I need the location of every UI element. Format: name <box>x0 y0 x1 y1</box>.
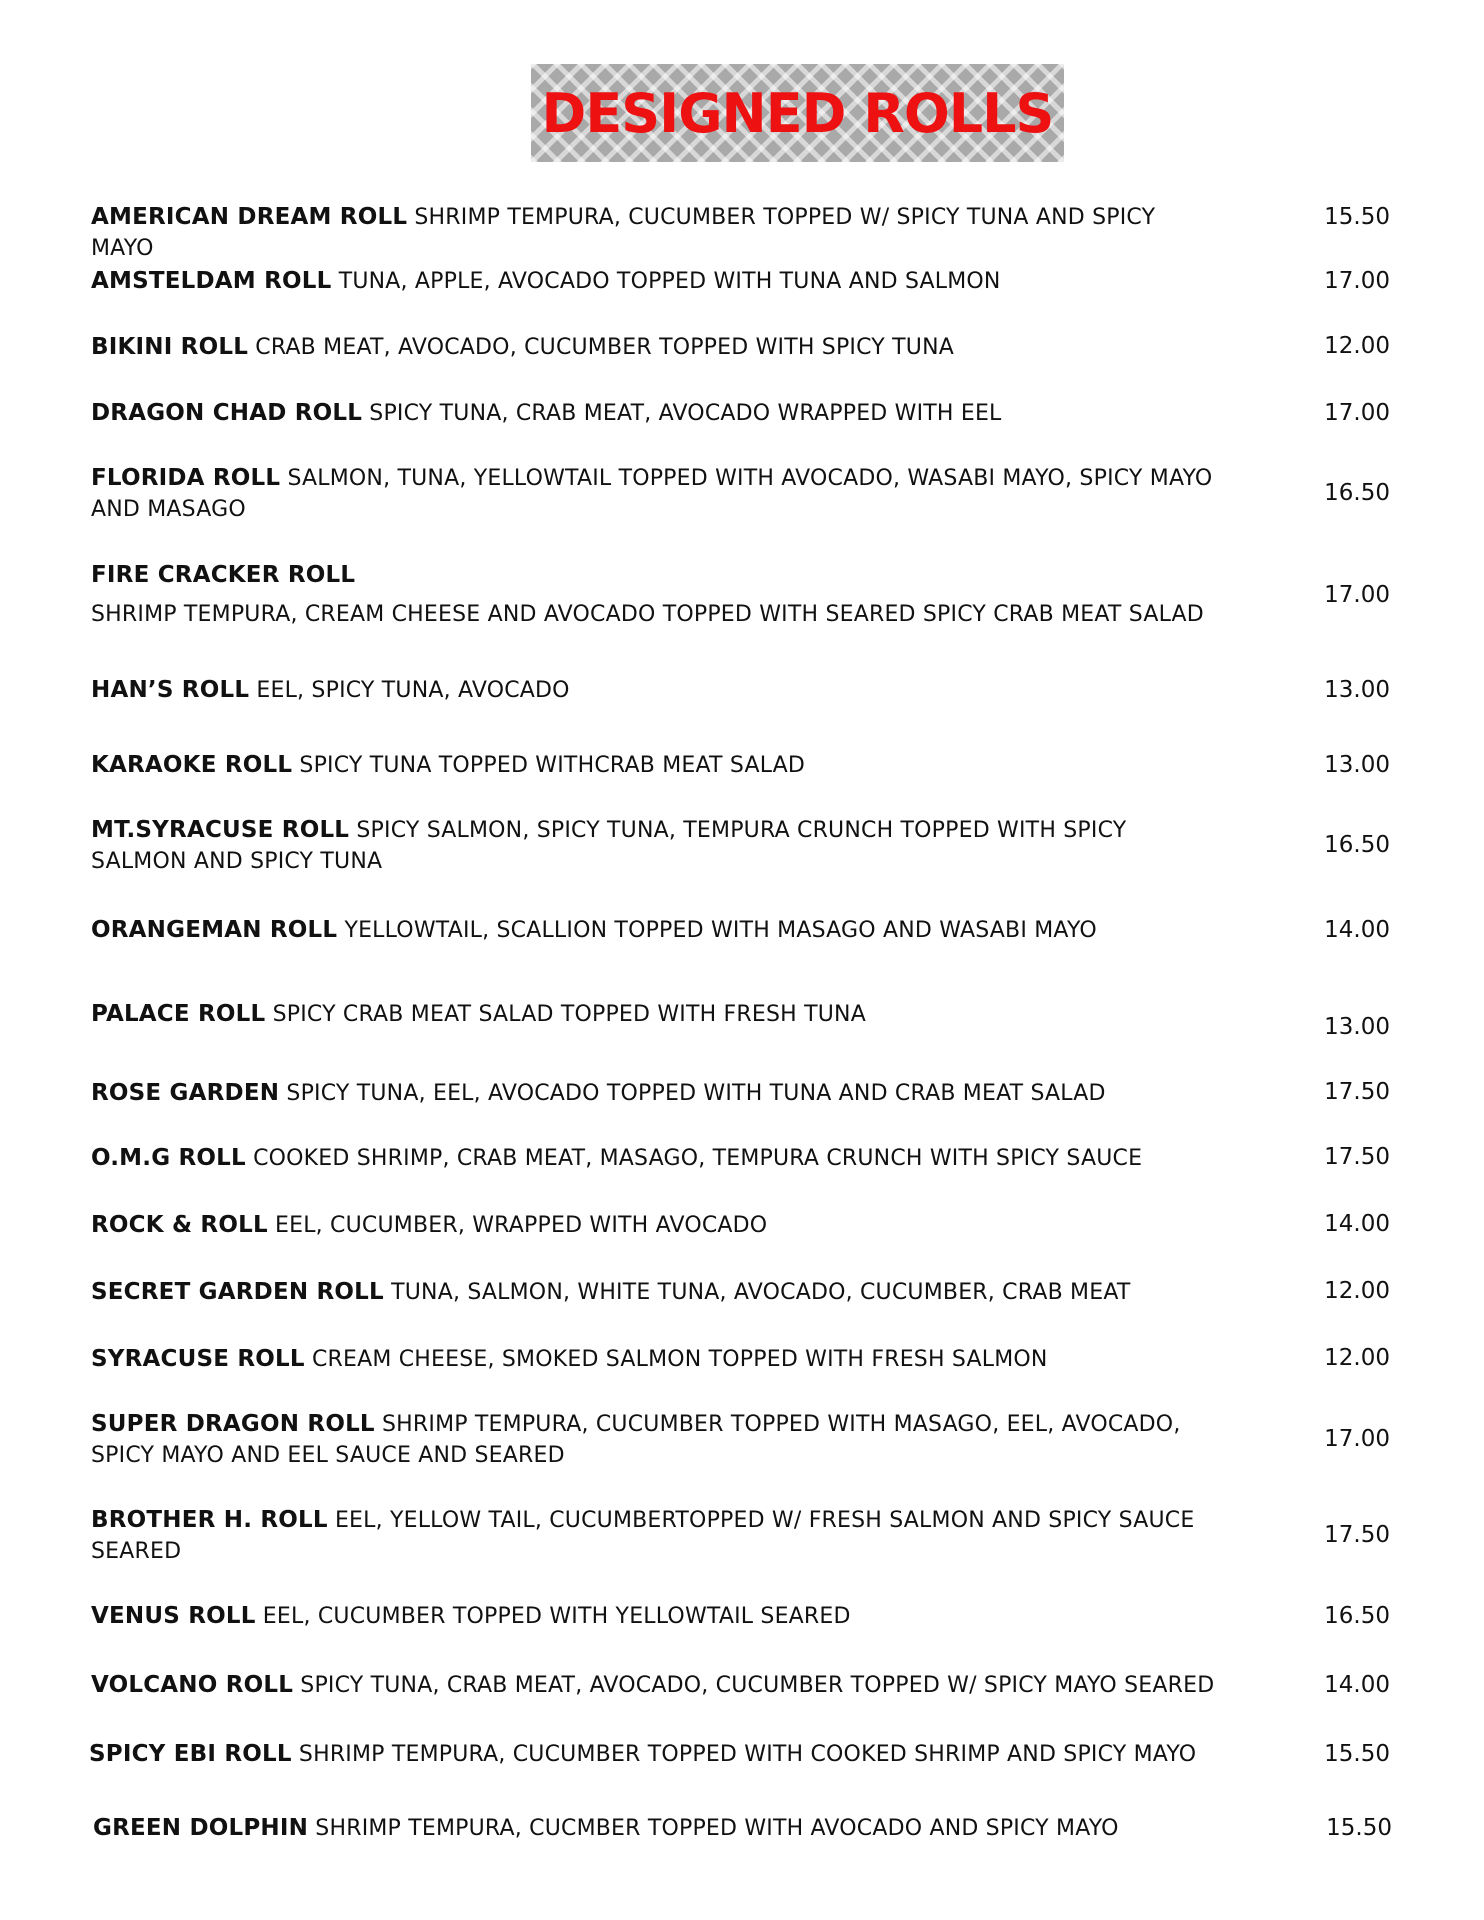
item-description: SHRIMP TEMPURA, CUCMBER TOPPED WITH AVOCADO AND SPICY MAYO <box>315 1816 1119 1841</box>
item-description: SPICY TUNA, CRAB MEAT, AVOCADO, CUCUMBER TOPPED W/ SPICY MAYO SEARED <box>300 1673 1215 1698</box>
item-price: 17.50 <box>1324 1522 1390 1548</box>
item-name: VENUS ROLL <box>91 1603 256 1629</box>
menu-item-rose-garden <box>91 1078 1221 1109</box>
item-description: SHRIMP TEMPURA, CUCUMBER TOPPED WITH COOKED SHRIMP AND SPICY MAYO <box>298 1742 1197 1767</box>
item-description: SPICY CRAB MEAT SALAD TOPPED WITH FRESH TUNA <box>272 1002 866 1027</box>
menu-item-amsteldam-roll <box>91 266 1221 297</box>
page-title: DESIGNED ROLLS <box>541 81 1054 145</box>
item-price: 12.00 <box>1324 1278 1390 1304</box>
item-price: 17.00 <box>1324 1426 1390 1452</box>
item-price: 14.00 <box>1324 1672 1390 1698</box>
item-name: PALACE ROLL <box>91 1001 266 1027</box>
item-name: ROSE GARDEN <box>91 1080 280 1106</box>
item-price: 17.00 <box>1324 268 1390 294</box>
menu-item-karaoke-roll <box>91 750 1221 781</box>
menu-item-orangeman-roll <box>91 915 1221 946</box>
item-price: 12.00 <box>1324 1345 1390 1371</box>
item-price: 17.50 <box>1324 1079 1390 1105</box>
item-name: KARAOKE ROLL <box>91 752 293 778</box>
item-name: DRAGON CHAD ROLL <box>91 400 363 426</box>
menu-item-brother-h-roll <box>91 1505 1221 1567</box>
menu-item-green-dolphin <box>93 1813 1223 1844</box>
item-description: TUNA, SALMON, WHITE TUNA, AVOCADO, CUCUMBER, CRAB MEAT <box>391 1280 1131 1305</box>
item-description: EEL, YELLOW TAIL, CUCUMBERTOPPED W/ FRESH SALMON AND SPICY SAUCE SEARED <box>91 1508 1195 1564</box>
menu-item-dragon-chad-roll <box>91 398 1221 429</box>
menu-item-bikini-roll <box>91 332 1221 363</box>
title-banner <box>531 64 1064 162</box>
menu-item-venus-roll <box>91 1601 1221 1632</box>
menu-item-american-dream-roll <box>91 202 1221 264</box>
item-name: MT.SYRACUSE ROLL <box>91 817 350 843</box>
item-description: CRAB MEAT, AVOCADO, CUCUMBER TOPPED WITH SPICY TUNA <box>255 335 954 360</box>
menu-item-rock-and-roll <box>91 1210 1221 1241</box>
item-description: SHRIMP TEMPURA, CUCUMBER TOPPED W/ SPICY TUNA AND SPICY MAYO <box>91 205 1156 261</box>
item-price: 16.50 <box>1324 480 1390 506</box>
item-name: SYRACUSE ROLL <box>91 1346 305 1372</box>
item-name: FIRE CRACKER ROLL <box>91 562 356 588</box>
item-price: 13.00 <box>1324 677 1390 703</box>
item-description: YELLOWTAIL, SCALLION TOPPED WITH MASAGO AND WASABI MAYO <box>344 918 1097 943</box>
item-description: CREAM CHEESE, SMOKED SALMON TOPPED WITH FRESH SALMON <box>311 1347 1048 1372</box>
item-price: 13.00 <box>1324 1014 1390 1040</box>
item-name: SECRET GARDEN ROLL <box>91 1279 384 1305</box>
item-price: 17.00 <box>1324 582 1390 608</box>
item-name: HAN’S ROLL <box>91 677 250 703</box>
menu-item-spicy-ebi-roll <box>89 1739 1219 1770</box>
item-description: EEL, CUCUMBER TOPPED WITH YELLOWTAIL SEARED <box>262 1604 851 1629</box>
item-name: AMERICAN DREAM ROLL <box>91 204 408 230</box>
item-price: 15.50 <box>1326 1815 1392 1841</box>
item-name: VOLCANO ROLL <box>91 1672 294 1698</box>
item-name: SPICY EBI ROLL <box>89 1741 292 1767</box>
item-name: GREEN DOLPHIN <box>93 1815 309 1841</box>
item-name: O.M.G ROLL <box>91 1145 246 1171</box>
menu-item-super-dragon-roll <box>91 1409 1221 1471</box>
menu-item-fire-cracker-roll <box>91 560 1221 630</box>
item-name: BROTHER H. ROLL <box>91 1507 328 1533</box>
item-name: AMSTELDAM ROLL <box>91 268 332 294</box>
menu-item-florida-roll <box>91 463 1221 525</box>
item-description: EEL, CUCUMBER, WRAPPED WITH AVOCADO <box>275 1213 768 1238</box>
item-price: 15.50 <box>1324 204 1390 230</box>
item-price: 16.50 <box>1324 1603 1390 1629</box>
item-name: SUPER DRAGON ROLL <box>91 1411 375 1437</box>
item-description: SPICY TUNA, EEL, AVOCADO TOPPED WITH TUNA AND CRAB MEAT SALAD <box>286 1081 1106 1106</box>
item-price: 17.50 <box>1324 1144 1390 1170</box>
menu-item-hans-roll <box>91 675 1221 706</box>
menu-item-omg-roll <box>91 1143 1221 1174</box>
item-description: SHRIMP TEMPURA, CREAM CHEESE AND AVOCADO TOPPED WITH SEARED SPICY CRAB MEAT SALAD <box>91 602 1204 627</box>
menu-item-secret-garden-roll <box>91 1277 1221 1308</box>
item-price: 15.50 <box>1324 1741 1390 1767</box>
item-description: COOKED SHRIMP, CRAB MEAT, MASAGO, TEMPURA CRUNCH WITH SPICY SAUCE <box>253 1146 1143 1171</box>
item-name: ROCK & ROLL <box>91 1212 268 1238</box>
item-price: 13.00 <box>1324 752 1390 778</box>
menu-item-volcano-roll <box>91 1670 1221 1701</box>
item-price: 14.00 <box>1324 917 1390 943</box>
item-description: SHRIMP TEMPURA, CUCUMBER TOPPED WITH MASAGO, EEL, AVOCADO, SPICY MAYO AND EEL SAUCE AND SEARED <box>91 1412 1181 1468</box>
item-price: 14.00 <box>1324 1211 1390 1237</box>
item-price: 12.00 <box>1324 333 1390 359</box>
item-name: FLORIDA ROLL <box>91 465 281 491</box>
menu-item-mt-syracuse-roll <box>91 815 1221 877</box>
item-name: BIKINI ROLL <box>91 334 249 360</box>
menu-item-palace-roll <box>91 999 1221 1030</box>
item-description: SPICY SALMON, SPICY TUNA, TEMPURA CRUNCH TOPPED WITH SPICY SALMON AND SPICY TUNA <box>91 818 1127 874</box>
item-description: EEL, SPICY TUNA, AVOCADO <box>256 678 570 703</box>
item-price: 17.00 <box>1324 400 1390 426</box>
item-name: ORANGEMAN ROLL <box>91 917 338 943</box>
item-description: TUNA, APPLE, AVOCADO TOPPED WITH TUNA AND SALMON <box>338 269 1001 294</box>
menu-item-syracuse-roll <box>91 1344 1221 1375</box>
item-description: SPICY TUNA TOPPED WITHCRAB MEAT SALAD <box>299 753 806 778</box>
item-description: SALMON, TUNA, YELLOWTAIL TOPPED WITH AVOCADO, WASABI MAYO, SPICY MAYO AND MASAGO <box>91 466 1213 522</box>
item-price: 16.50 <box>1324 832 1390 858</box>
item-description: SPICY TUNA, CRAB MEAT, AVOCADO WRAPPED WITH EEL <box>369 401 1002 426</box>
